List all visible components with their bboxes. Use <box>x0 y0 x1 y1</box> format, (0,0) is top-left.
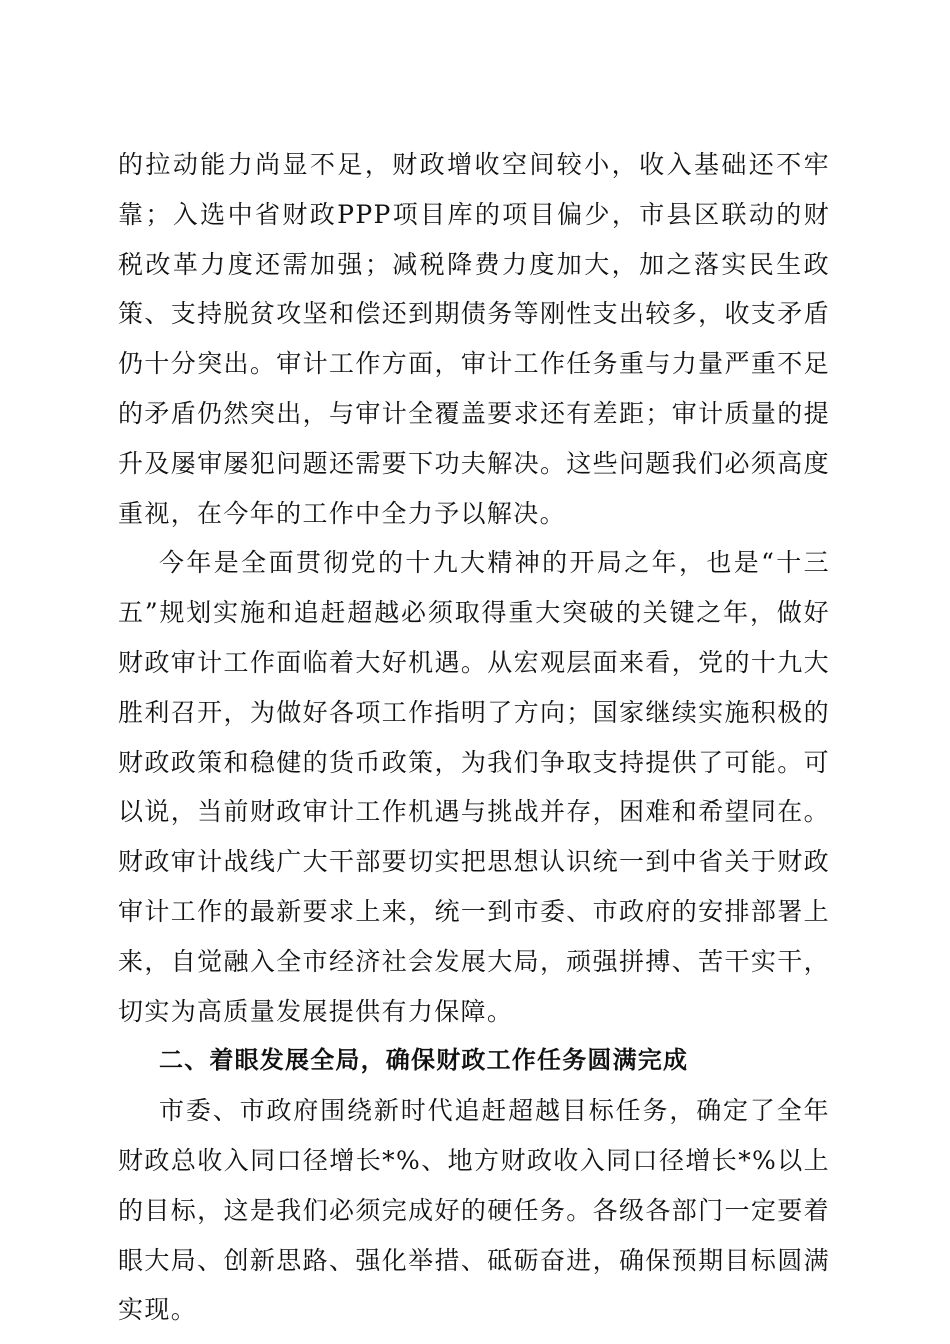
paragraph-opportunity: 今年是全面贯彻党的十九大精神的开局之年，也是“十三五”规划实施和追赶超越必须取得重大突破的关键之年，做好财政审计工作面临着大好机遇。从宏观层面来看，党的十九大胜利召开，为做好各项工作指明了方向；国家继续实施积极的财政政策和稳健的货币政策，为我们争取支持提供了可能。可以说，当前财政审计工作机遇与挑战并存，困难和希望同在。财政审计战线广大干部要切实把思想认识统一到中省关于财政审计工作的最新要求上来，统一到市委、市政府的安排部署上来，自觉融入全市经济社会发展大局，顽强拼搏、苦干实干，切实为高质量发展提供有力保障。 <box>118 548 830 1026</box>
section-heading: 二、着眼发展全局，确保财政工作任务圆满完成 <box>159 1046 689 1075</box>
paragraph-targets: 市委、市政府围绕新时代追赶超越目标任务，确定了全年财政总收入同口径增长*%、地方财政收入同口径增长*%以上的目标，这是我们必须完成好的硬任务。各级各部门一定要着眼大局、创新思路、强化举措、砥砺奋进，确保预期目标圆满实现。 <box>118 1096 830 1325</box>
paragraph-continuation: 的拉动能力尚显不足，财政增收空间较小，收入基础还不牢靠；入选中省财政PPP项目库的项目偏少，市县区联动的财税改革力度还需加强；减税降费力度加大，加之落实民生政策、支持脱贫攻坚和偿还到期债务等刚性支出较多，收支矛盾仍十分突出。审计工作方面，审计工作任务重与力量严重不足的矛盾仍然突出，与审计全覆盖要求还有差距；审计质量的提升及屡审屡犯问题还需要下功夫解决。这些问题我们必须高度重视，在今年的工作中全力予以解决。 <box>118 150 830 528</box>
document-body <box>118 140 830 1335</box>
